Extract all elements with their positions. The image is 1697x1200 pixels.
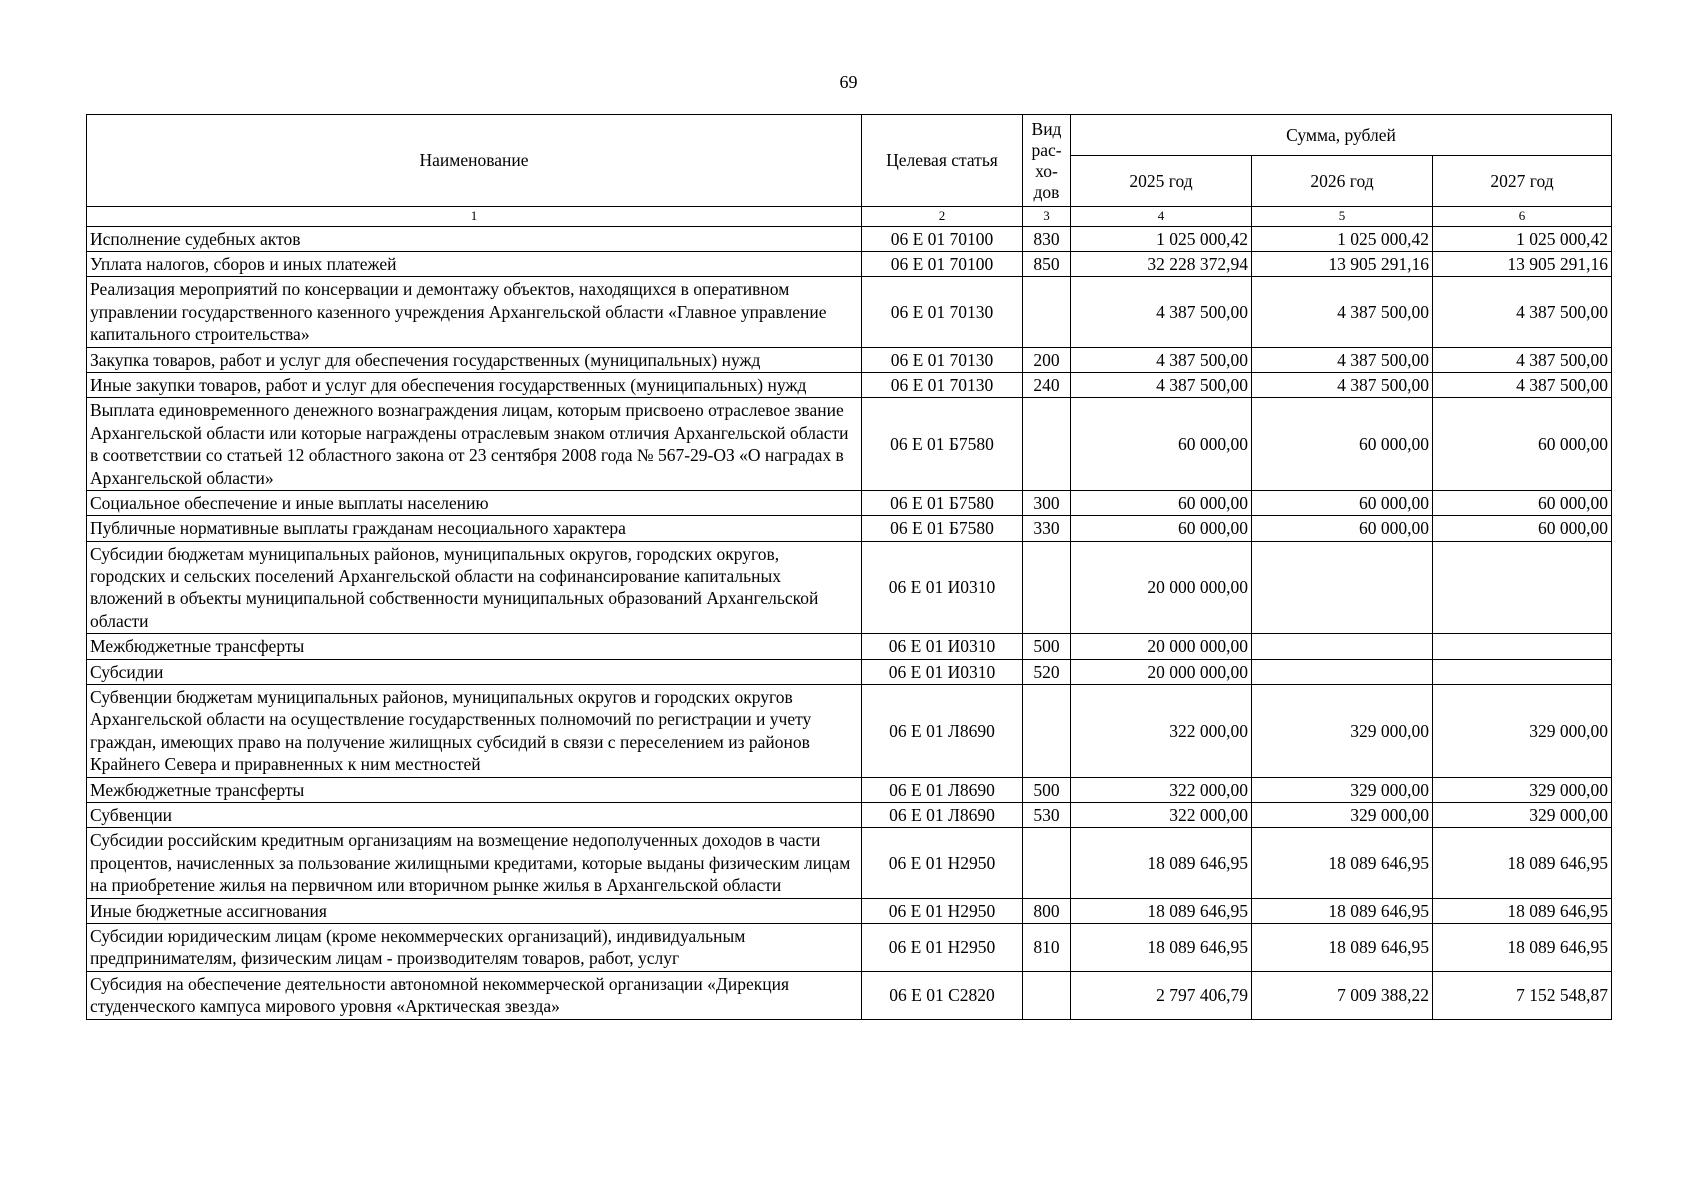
column-number: 3 <box>1023 207 1071 227</box>
row-name: Иные закупки товаров, работ и услуг для обеспечения государственных (муниципальных) нужд <box>87 372 862 397</box>
row-target-code: 06 Е 01 С2820 <box>862 971 1023 1019</box>
header-vid-line: хо- <box>1035 160 1058 181</box>
row-sum-2026: 18 089 646,95 <box>1252 898 1433 923</box>
row-target-code: 06 Е 01 70130 <box>862 277 1023 347</box>
table-body <box>87 226 1612 1019</box>
row-sum-2027: 7 152 548,87 <box>1433 971 1612 1019</box>
row-sum-2027: 18 089 646,95 <box>1433 898 1612 923</box>
row-sum-2027: 60 000,00 <box>1433 516 1612 541</box>
row-sum-2026: 4 387 500,00 <box>1252 347 1433 372</box>
table-row <box>87 226 1612 251</box>
row-name: Исполнение судебных актов <box>87 226 862 251</box>
row-sum-2025: 4 387 500,00 <box>1071 347 1252 372</box>
row-expense-type: 830 <box>1023 226 1071 251</box>
header-vid-line: дов <box>1033 181 1060 202</box>
table-row <box>87 971 1612 1019</box>
row-expense-type: 240 <box>1023 372 1071 397</box>
row-sum-2025: 2 797 406,79 <box>1071 971 1252 1019</box>
table-row <box>87 252 1612 277</box>
row-expense-type: 330 <box>1023 516 1071 541</box>
table-row <box>87 898 1612 923</box>
row-sum-2025: 20 000 000,00 <box>1071 541 1252 634</box>
header-year-2026: 2026 год <box>1252 156 1433 207</box>
row-target-code: 06 Е 01 Н2950 <box>862 898 1023 923</box>
row-target-code: 06 Е 01 Л8690 <box>862 803 1023 828</box>
row-target-code: 06 Е 01 Б7580 <box>862 398 1023 491</box>
header-name: Наименование <box>87 115 862 207</box>
row-expense-type: 520 <box>1023 659 1071 684</box>
table-row <box>87 634 1612 659</box>
row-sum-2026: 329 000,00 <box>1252 777 1433 802</box>
header-row-1 <box>87 115 1612 156</box>
row-sum-2025: 4 387 500,00 <box>1071 277 1252 347</box>
row-sum-2026: 7 009 388,22 <box>1252 971 1433 1019</box>
row-sum-2027 <box>1433 541 1612 634</box>
row-sum-2026: 18 089 646,95 <box>1252 828 1433 898</box>
header-vid <box>1023 115 1071 207</box>
row-target-code: 06 Е 01 70100 <box>862 252 1023 277</box>
row-sum-2025: 322 000,00 <box>1071 685 1252 778</box>
row-target-code: 06 Е 01 70130 <box>862 372 1023 397</box>
row-sum-2027: 60 000,00 <box>1433 398 1612 491</box>
table-row <box>87 685 1612 778</box>
row-sum-2027: 13 905 291,16 <box>1433 252 1612 277</box>
row-sum-2025: 18 089 646,95 <box>1071 923 1252 971</box>
row-target-code: 06 Е 01 И0310 <box>862 634 1023 659</box>
row-sum-2026: 60 000,00 <box>1252 516 1433 541</box>
table-row <box>87 659 1612 684</box>
row-sum-2025: 32 228 372,94 <box>1071 252 1252 277</box>
row-expense-type: 800 <box>1023 898 1071 923</box>
row-sum-2026: 329 000,00 <box>1252 685 1433 778</box>
row-sum-2027 <box>1433 659 1612 684</box>
header-target: Целевая статья <box>862 115 1023 207</box>
header-sum: Сумма, рублей <box>1071 115 1612 156</box>
table-row <box>87 541 1612 634</box>
column-number: 4 <box>1071 207 1252 227</box>
row-name: Закупка товаров, работ и услуг для обеспечения государственных (муниципальных) нужд <box>87 347 862 372</box>
row-sum-2026: 1 025 000,42 <box>1252 226 1433 251</box>
row-name: Публичные нормативные выплаты гражданам несоциального характера <box>87 516 862 541</box>
row-name: Субвенции <box>87 803 862 828</box>
row-target-code: 06 Е 01 Л8690 <box>862 777 1023 802</box>
row-expense-type: 810 <box>1023 923 1071 971</box>
budget-table <box>86 114 1612 1020</box>
row-expense-type: 500 <box>1023 777 1071 802</box>
row-target-code: 06 Е 01 Б7580 <box>862 490 1023 515</box>
row-sum-2026: 60 000,00 <box>1252 398 1433 491</box>
row-target-code: 06 Е 01 70100 <box>862 226 1023 251</box>
row-target-code: 06 Е 01 70130 <box>862 347 1023 372</box>
row-name: Межбюджетные трансферты <box>87 777 862 802</box>
row-name: Субвенции бюджетам муниципальных районов, муниципальных округов и городских округов Архангельской области на осуществление государственных полномочий по регистрации и учету граждан, имеющих право на получение жилищных субсидий в связи с переселением из районов Крайнего Севера и приравненных к ним местностей <box>87 685 862 778</box>
row-expense-type <box>1023 277 1071 347</box>
row-sum-2025: 18 089 646,95 <box>1071 898 1252 923</box>
row-sum-2027: 1 025 000,42 <box>1433 226 1612 251</box>
row-expense-type: 500 <box>1023 634 1071 659</box>
row-target-code: 06 Е 01 Н2950 <box>862 828 1023 898</box>
table-row <box>87 372 1612 397</box>
row-name: Субсидии российским кредитным организациям на возмещение недополученных доходов в части процентов, начисленных за пользование жилищными кредитами, которые выданы физическим лицам на приобретение жилья на первичном или вторичном рынке жилья в Архангельской области <box>87 828 862 898</box>
row-target-code: 06 Е 01 И0310 <box>862 541 1023 634</box>
table-row <box>87 490 1612 515</box>
row-name: Социальное обеспечение и иные выплаты населению <box>87 490 862 515</box>
column-number: 5 <box>1252 207 1433 227</box>
column-numbers-row <box>87 207 1612 227</box>
row-expense-type <box>1023 828 1071 898</box>
row-target-code: 06 Е 01 Л8690 <box>862 685 1023 778</box>
row-sum-2026: 18 089 646,95 <box>1252 923 1433 971</box>
row-expense-type <box>1023 541 1071 634</box>
row-name: Выплата единовременного денежного вознаграждения лицам, которым присвоено отраслевое звание Архангельской области или которые награждены отраслевым знаком отличия Архангельской области в соответствии со статьей 12 областного закона от 23 сентября 2008 года № 567-29-ОЗ «О наградах в Архангельской области» <box>87 398 862 491</box>
table-row <box>87 398 1612 491</box>
row-expense-type: 200 <box>1023 347 1071 372</box>
row-sum-2026: 4 387 500,00 <box>1252 372 1433 397</box>
row-sum-2027: 60 000,00 <box>1433 490 1612 515</box>
table-row <box>87 777 1612 802</box>
row-sum-2025: 60 000,00 <box>1071 490 1252 515</box>
row-sum-2025: 322 000,00 <box>1071 777 1252 802</box>
table-row <box>87 277 1612 347</box>
row-sum-2027: 329 000,00 <box>1433 803 1612 828</box>
row-name: Субсидии юридическим лицам (кроме некоммерческих организаций), индивидуальным предпринимателям, физическим лицам - производителям товаров, работ, услуг <box>87 923 862 971</box>
header-year-2027: 2027 год <box>1433 156 1612 207</box>
row-expense-type: 850 <box>1023 252 1071 277</box>
row-sum-2027: 18 089 646,95 <box>1433 923 1612 971</box>
row-target-code: 06 Е 01 Н2950 <box>862 923 1023 971</box>
row-sum-2025: 4 387 500,00 <box>1071 372 1252 397</box>
row-sum-2027: 18 089 646,95 <box>1433 828 1612 898</box>
row-sum-2027: 329 000,00 <box>1433 777 1612 802</box>
row-sum-2027 <box>1433 634 1612 659</box>
row-sum-2025: 18 089 646,95 <box>1071 828 1252 898</box>
table-row <box>87 516 1612 541</box>
column-number: 1 <box>87 207 862 227</box>
header-year-2025: 2025 год <box>1071 156 1252 207</box>
row-name: Субсидии <box>87 659 862 684</box>
row-expense-type <box>1023 971 1071 1019</box>
header-vid-line: рас- <box>1031 139 1062 160</box>
row-name: Реализация мероприятий по консервации и демонтажу объектов, находящихся в оперативном управлении государственного казенного учреждения Архангельской области «Главное управление капитального строительства» <box>87 277 862 347</box>
row-sum-2026 <box>1252 659 1433 684</box>
row-expense-type <box>1023 685 1071 778</box>
row-sum-2026: 13 905 291,16 <box>1252 252 1433 277</box>
page-number: 69 <box>839 72 858 92</box>
row-sum-2026 <box>1252 541 1433 634</box>
row-sum-2027: 4 387 500,00 <box>1433 372 1612 397</box>
row-sum-2026: 60 000,00 <box>1252 490 1433 515</box>
row-name: Субсидии бюджетам муниципальных районов, муниципальных округов, городских округов, городских и сельских поселений Архангельской области на софинансирование капитальных вложений в объекты муниципальной собственности муниципальных образований Архангельской области <box>87 541 862 634</box>
row-sum-2025: 60 000,00 <box>1071 398 1252 491</box>
row-name: Межбюджетные трансферты <box>87 634 862 659</box>
row-sum-2025: 60 000,00 <box>1071 516 1252 541</box>
row-expense-type: 300 <box>1023 490 1071 515</box>
table-row <box>87 828 1612 898</box>
row-sum-2026: 4 387 500,00 <box>1252 277 1433 347</box>
row-expense-type <box>1023 398 1071 491</box>
row-sum-2027: 329 000,00 <box>1433 685 1612 778</box>
header-vid-line: Вид <box>1031 118 1062 139</box>
row-sum-2025: 20 000 000,00 <box>1071 659 1252 684</box>
row-expense-type: 530 <box>1023 803 1071 828</box>
row-sum-2025: 20 000 000,00 <box>1071 634 1252 659</box>
row-target-code: 06 Е 01 И0310 <box>862 659 1023 684</box>
table-row <box>87 803 1612 828</box>
row-sum-2027: 4 387 500,00 <box>1433 347 1612 372</box>
row-target-code: 06 Е 01 Б7580 <box>862 516 1023 541</box>
row-sum-2027: 4 387 500,00 <box>1433 277 1612 347</box>
row-sum-2025: 322 000,00 <box>1071 803 1252 828</box>
column-number: 6 <box>1433 207 1612 227</box>
row-name: Субсидия на обеспечение деятельности автономной некоммерческой организации «Дирекция студенческого кампуса мирового уровня «Арктическая звезда» <box>87 971 862 1019</box>
table-row <box>87 923 1612 971</box>
table-row <box>87 347 1612 372</box>
column-number: 2 <box>862 207 1023 227</box>
row-name: Иные бюджетные ассигнования <box>87 898 862 923</box>
row-sum-2026 <box>1252 634 1433 659</box>
row-sum-2026: 329 000,00 <box>1252 803 1433 828</box>
row-sum-2025: 1 025 000,42 <box>1071 226 1252 251</box>
row-name: Уплата налогов, сборов и иных платежей <box>87 252 862 277</box>
